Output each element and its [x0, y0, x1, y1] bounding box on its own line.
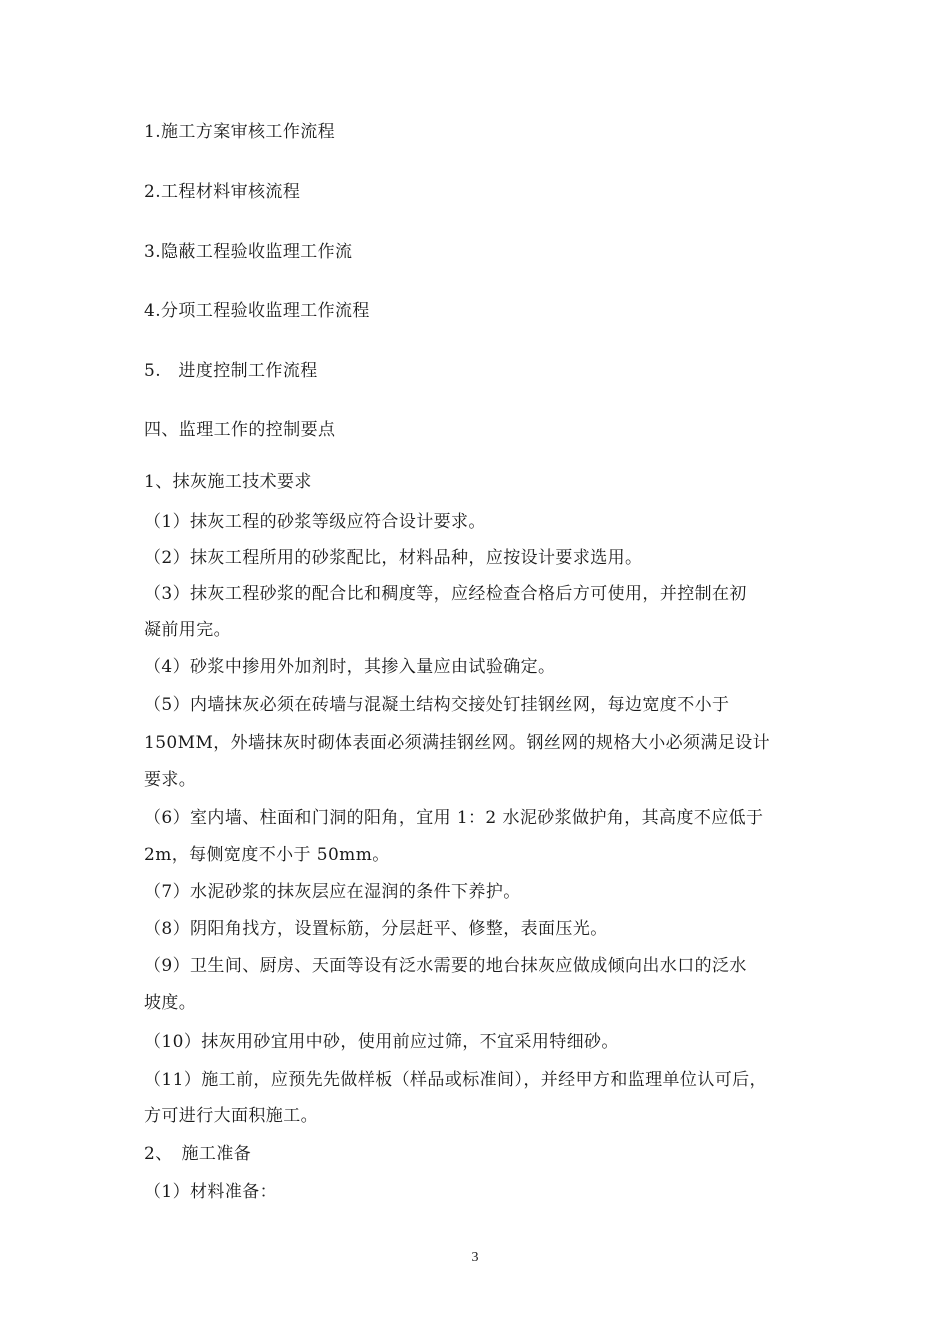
- flow-item-1: 1.施工方案审核工作流程: [144, 122, 336, 142]
- requirement-11-line-1: （11）施工前，应预先先做样板（样品或标准间），并经甲方和监理单位认可后，: [144, 1070, 767, 1090]
- requirement-7: （7）水泥砂浆的抹灰层应在湿润的条件下养护。: [144, 882, 521, 902]
- requirement-6-line-1: （6）室内墙、柱面和门洞的阳角，宜用 1：2 水泥砂浆做护角，其高度不应低于: [144, 808, 764, 828]
- requirement-4: （4）砂浆中掺用外加剂时，其掺入量应由试验确定。: [144, 657, 556, 677]
- requirement-5-line-3: 要求。: [144, 770, 197, 790]
- requirement-3-line-1: （3）抹灰工程砂浆的配合比和稠度等，应经检查合格后方可使用，并控制在初: [144, 584, 747, 604]
- flow-item-3: 3.隐蔽工程验收监理工作流: [144, 242, 353, 262]
- requirement-6-line-2: 2m，每侧宽度不小于 50mm。: [144, 845, 390, 865]
- subsection-2-heading: 2、 施工准备: [144, 1144, 252, 1164]
- requirement-9-line-2: 坡度。: [144, 993, 197, 1013]
- section-4-heading: 四、监理工作的控制要点: [144, 420, 336, 440]
- requirement-1: （1）抹灰工程的砂浆等级应符合设计要求。: [144, 512, 486, 532]
- requirement-2: （2）抹灰工程所用的砂浆配比，材料品种，应按设计要求选用。: [144, 548, 643, 568]
- requirement-11-line-2: 方可进行大面积施工。: [144, 1106, 318, 1126]
- subsection-1-heading: 1、抹灰施工技术要求: [144, 472, 312, 492]
- requirement-5-line-1: （5）内墙抹灰必须在砖墙与混凝土结构交接处钉挂钢丝网，每边宽度不小于: [144, 695, 730, 715]
- requirement-5-line-2: 150MM，外墙抹灰时砌体表面必须满挂钢丝网。钢丝网的规格大小必须满足设计: [144, 733, 771, 753]
- requirement-10: （10）抹灰用砂宜用中砂，使用前应过筛，不宜采用特细砂。: [144, 1032, 619, 1052]
- page-number: 3: [471, 1250, 479, 1265]
- flow-item-2: 2.工程材料审核流程: [144, 182, 301, 202]
- requirement-8: （8）阴阳角找方，设置标筋，分层赶平、修整，表面压光。: [144, 919, 608, 939]
- flow-item-5: 5. 进度控制工作流程: [144, 361, 318, 381]
- requirement-9-line-1: （9）卫生间、厨房、天面等设有泛水需要的地台抹灰应做成倾向出水口的泛水: [144, 956, 747, 976]
- flow-item-4: 4.分项工程验收监理工作流程: [144, 301, 370, 321]
- subsection-2-item-1: （1）材料准备：: [144, 1182, 278, 1202]
- requirement-3-line-2: 凝前用完。: [144, 620, 231, 640]
